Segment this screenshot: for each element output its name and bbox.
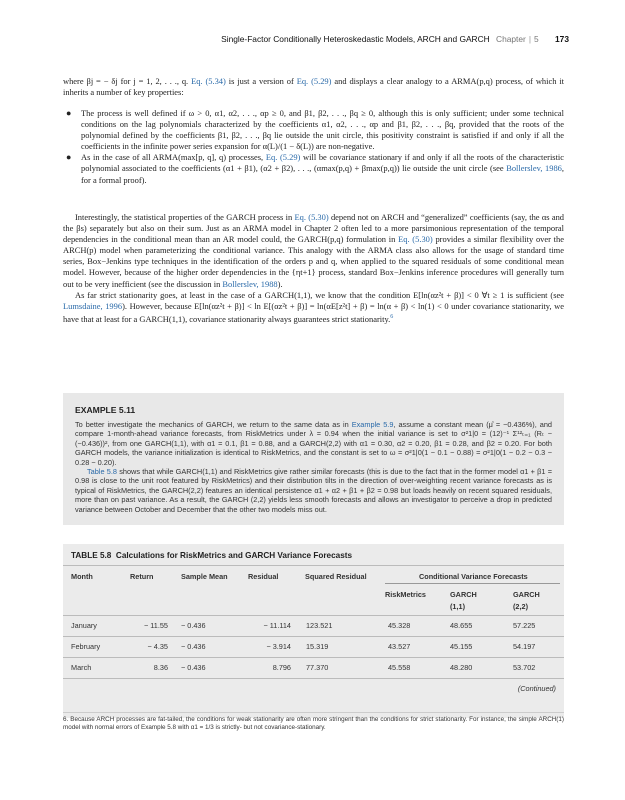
lumsdaine-1996-link[interactable]: Lumsdaine, 1996 (63, 300, 123, 311)
footnote-divider (63, 712, 564, 713)
example-box (63, 393, 564, 525)
col-header-residual: Residual (248, 572, 279, 581)
body-paragraphs (63, 212, 564, 325)
table-cell: 43.527 (388, 642, 411, 651)
table-cell: 48.655 (450, 621, 473, 630)
chapter-number: 5 (534, 34, 539, 44)
bollerslev-1986-link[interactable]: Bollerslev, 1986 (506, 163, 562, 174)
col-header-sample-mean: Sample Mean (181, 572, 228, 581)
table-cell: 77.370 (306, 663, 329, 672)
example-title: EXAMPLE 5.11 (75, 405, 136, 415)
table-cell: − 11.114 (263, 621, 291, 630)
table-cell: − 0.436 (181, 621, 206, 630)
table-continued-label: (Continued) (517, 684, 556, 693)
list-item: ● As in the case of all ARMA(max[p, q], q) processes, Eq. (5.29) will be covariance stationary if and only if all the roots of the characteristic polynomial associated to the coefficients (α1 + β1), (α2 + β2), . . ., (αmax(p,q) + βmax(p,q)) lie outside the unit circle (see Bollerslev, 1986, for a formal proof). (66, 152, 565, 185)
table-cell: 48.280 (450, 663, 473, 672)
table-cell: − 0.436 (181, 663, 206, 672)
example-body: To better investigate the mechanics of GARCH, we return to the same data as in Example 5.9, assume a constant mean (μ̂ = −0.436%), and compare 1-month-ahead variance forecasts, from RiskMetrics under λ = 0.94 when the initial variance is set to σ²1|0 = (12)⁻¹ Σ¹²ₜ₌₁ (Rₜ − (−0.436))², from one GARCH(1,1), with α1 = 0.1, β1 = 0.88, and a GARCH(2,2) with α1 = 0.30, α2 = 0.20, β1 = 0.28, and β2 = 0.20. For both GARCH models, the variance initialization is identical to RiskMetrics, and the constant is set to ω = σ²1|0(1 − 0.1 − 0.88) = σ²1|0(1 − 0.2 − 0.3 − 0.28 − 0.20). Table 5.8 shows that while GARCH(1,1) and RiskMetrics give rather similar forecasts (this is due to the fact that in the former model α1 + β1 = 0.98 is close to the unit root featured by RiskMetrics) and their distribution tilts in the direction of over-weighting recent variance forecasts as is typical of RiskMetrics, the GARCH(2,2) features an identical persistence α1 + α2 + β1 + β2 = 0.98 but loads heavily on recent squared residuals, more than on past variance. As a result, the GARCH (2,2) yields less smooth forecasts and allows an investigator to perceive a drop in predicted variance between October and December that the other two models miss out. (75, 420, 553, 514)
intro-paragraph: where βj = − δj for j = 1, 2, . . ., q. Eq. (5.34) is just a version of Eq. (5.29) and displays a clear analogy to a ARMA(p,q) process, of which it inherits a number of key properties: (63, 76, 565, 98)
subheader-garch11-order: (1,1) (450, 602, 466, 611)
col-header-month: Month (71, 572, 93, 581)
table-row-month: February (71, 642, 101, 651)
eq-5-30-link[interactable]: Eq. (5.30) (398, 234, 433, 245)
table-row-month: January (71, 621, 97, 630)
table-cell: − 11.55 (143, 621, 168, 630)
table-cell: 54.197 (513, 642, 536, 651)
footnote-ref[interactable]: 6 (390, 313, 394, 320)
example-5-9-link[interactable]: Example 5.9 (351, 420, 394, 429)
table-cell: 45.155 (450, 642, 473, 651)
table-cell: 8.796 (272, 663, 291, 672)
table-cell: − 4.35 (147, 642, 168, 651)
table-row-month: March (71, 663, 92, 672)
table-cell: 8.36 (153, 663, 168, 672)
page-number: 173 (555, 34, 569, 44)
subheader-riskmetrics: RiskMetrics (385, 590, 426, 599)
property-list (63, 108, 564, 186)
table-cell: 123.521 (306, 621, 333, 630)
table-cell: − 0.436 (181, 642, 206, 651)
subheader-garch22-order: (2,2) (513, 602, 529, 611)
table-cell: 45.558 (388, 663, 411, 672)
table-5-8-link[interactable]: Table 5.8 (87, 467, 117, 477)
table-cell: 15.319 (306, 642, 329, 651)
col-header-return: Return (130, 572, 154, 581)
bullet-icon: ● (66, 152, 72, 163)
paragraph-garch-properties: Interestingly, the statistical properties of the GARCH process in Eq. (5.30) depend not on ARCH and “generalized” coefficients (say, the αs and the βs) separately but also on their sum. Just as an ARMA model in Chapter 2 often led to a more parsimonious representation of the temporal dependencies in the conditional mean than an AR model could, the GARCH(p,q) formulation in Eq. (5.30) provides a similar flexibility over the ARCH(p) model when parameterizing the conditional variance. This analogy with the ARMA class also allows for the usage of standard time series, Box−Jenkins type techniques in the identification of the orders p and q, when applied to the squared residuals of some conditional mean model. However, because of the higher order dependencies in the {ηt+1} process, standard Box−Jenkins inference procedures will generally turn out to be very inefficient (see the discussion in Bollerslev, 1988). (63, 212, 565, 289)
bullet-icon: ● (66, 108, 72, 118)
eq-5-29-link[interactable]: Eq. (5.29) (296, 76, 332, 86)
table-cell: 53.702 (513, 663, 536, 672)
eq-5-29-link[interactable]: Eq. (5.29) (265, 152, 301, 163)
running-header-title: Single-Factor Conditionally Heteroskedastic Models, ARCH and GARCH (221, 34, 490, 44)
paragraph-strict-stationarity: As far strict stationarity goes, at least in the case of a GARCH(1,1), we know that the condition E[ln(αz²t + β)] < 0 ∀t ≥ 1 is sufficient (see Lumsdaine, 1996). However, because E[ln(αz²t + β)] < ln E[(αz²t + β)] = ln(αE[z²t] + β) = ln(α + β) < ln(1) < 0 under covariance stationarity, we have that at least for a GARCH(1,1), covariance stationarity always guarantees strict stationarity.$^6$ (63, 289, 564, 324)
running-header: Single-Factor Conditionally Heteroskedastic Models, ARCH and GARCH Chapter | 5 173 (221, 34, 569, 44)
bollerslev-1988-link[interactable]: Bollerslev, 1988 (222, 278, 278, 289)
table-cell: 57.225 (513, 621, 536, 630)
subheader-garch22: GARCH (513, 590, 540, 599)
footnote: 6. Because ARCH processes are fat-tailed, the conditions for weak stationarity are often more stringent than the conditions for strict stationarity. For instance, the simple ARCH(1) model with normal errors of Example 5.8 with α1 = 1/3 is strictly- but not covariance-stationary. (63, 716, 564, 732)
eq-5-30-link[interactable]: Eq. (5.30) (294, 212, 329, 222)
subheader-garch11: GARCH (450, 590, 477, 599)
list-item: ● The process is well defined if ω > 0, α1, α2, . . ., αp ≥ 0, and β1, β2, . . ., βq ≥ 0, although this is only sufficient; under some technical conditions on the lag polynomials characterized by the coefficients α1, α2, . . ., αp and β1, β2, . . ., βq, provided that the roots of the polynomial defined by the coefficients β1, β2, . . ., βq lie outside the unit circle, this positivity constraint is satisfied if and only if all the coefficients in the infinite power series expansion for α(L)/(1 − δ(L)) are non-negative. (66, 108, 564, 152)
eq-5-34-link[interactable]: Eq. (5.34) (191, 76, 226, 86)
chapter-label: Chapter (496, 34, 526, 44)
table-cell: − 3.914 (266, 642, 291, 651)
col-header-conditional-variance: Conditional Variance Forecasts (419, 572, 528, 581)
table-5-8 (63, 544, 564, 718)
table-cell: 45.328 (388, 621, 411, 630)
col-header-squared-residual: Squared Residual (305, 572, 367, 581)
table-title: TABLE 5.8 Calculations for RiskMetrics and GARCH Variance Forecasts (71, 551, 353, 560)
